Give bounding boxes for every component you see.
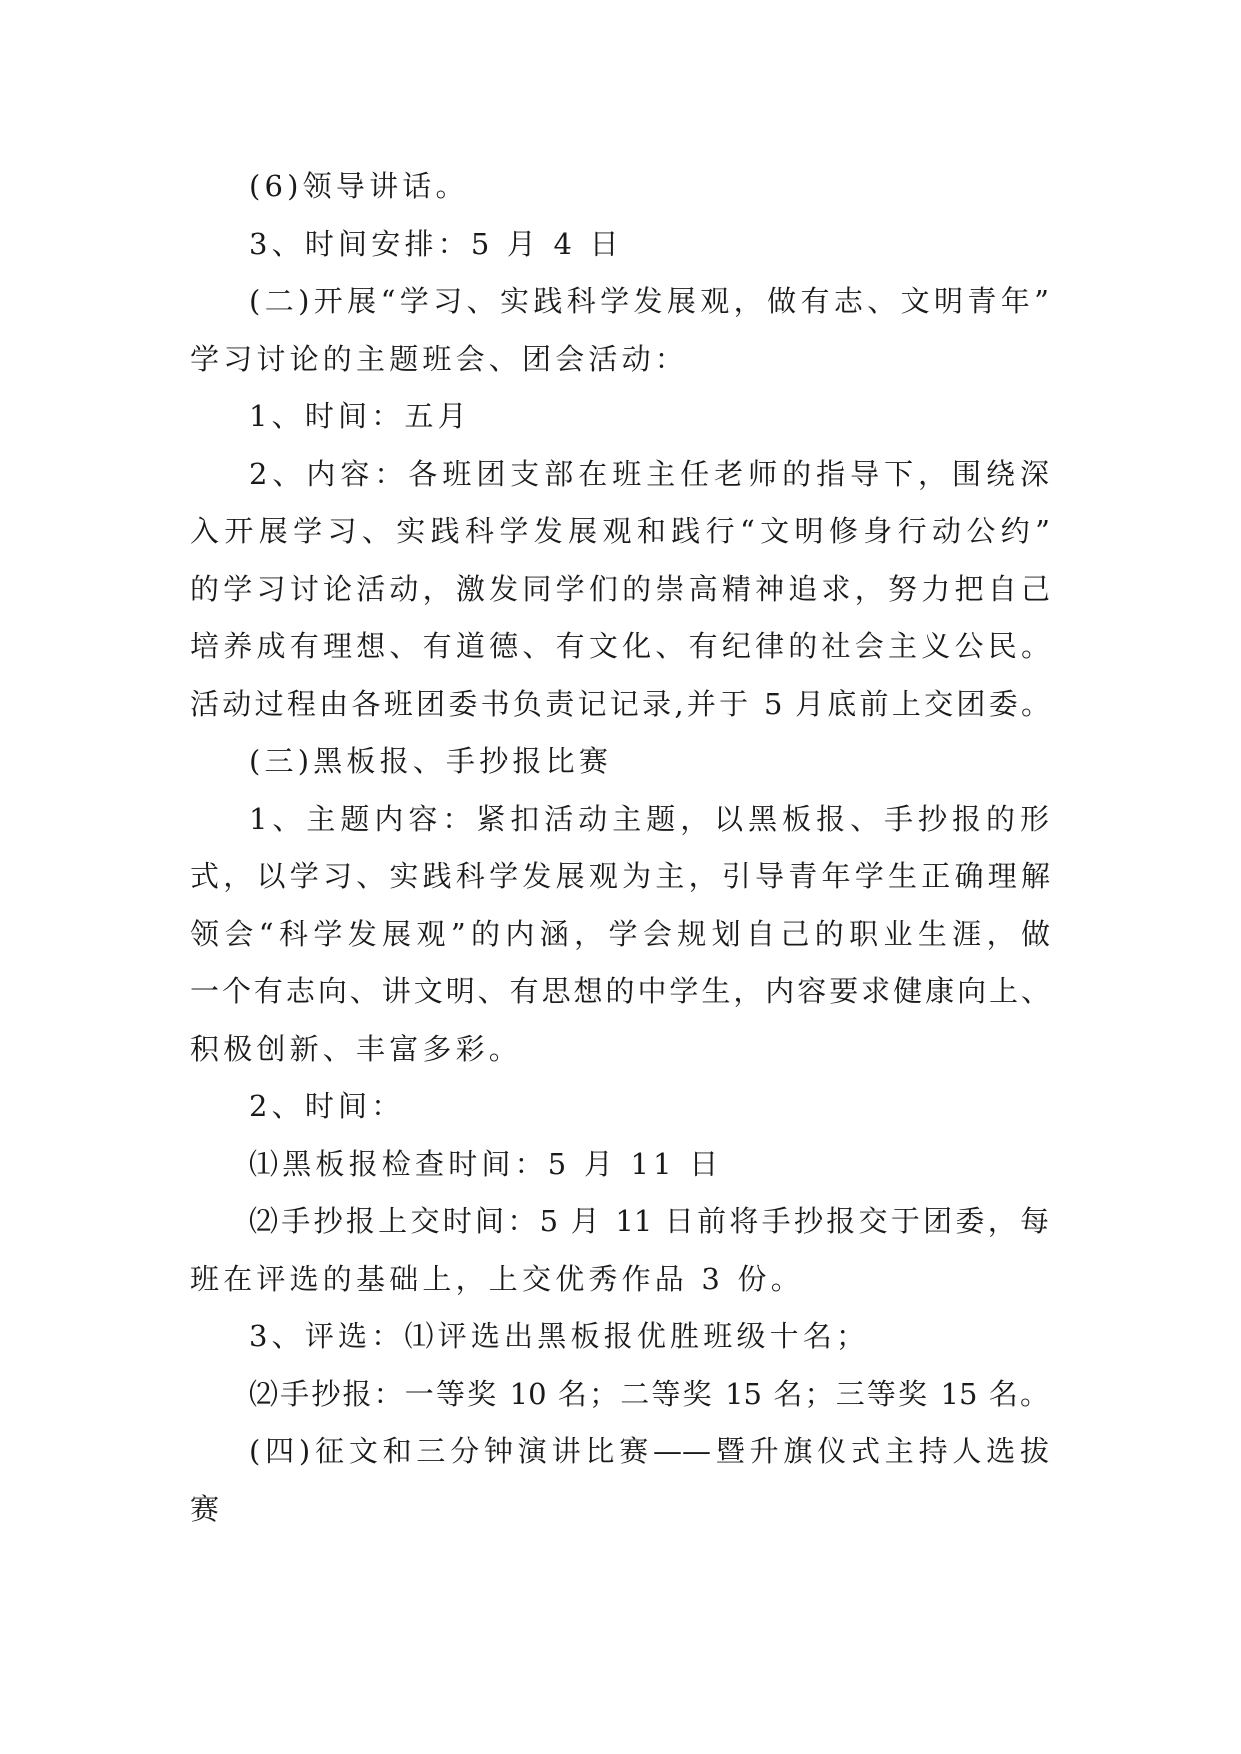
paragraph-line: 赛 (190, 1492, 224, 1526)
paragraph-line: (四)征文和三分钟演讲比赛——暨升旗仪式主持人选拔 (249, 1434, 1049, 1468)
paragraph-line: 1、时间：五月 (249, 399, 471, 433)
paragraph-line: 入开展学习、实践科学发展观和践行“文明修身行动公约” (190, 514, 1050, 548)
paragraph-line: 式，以学习、实践科学发展观为主，引导青年学生正确理解 (190, 859, 1050, 893)
paragraph-line: 学习讨论的主题班会、团会活动： (190, 342, 689, 376)
paragraph-line: ⑵手抄报上交时间：5 月 11 日前将手抄报交于团委，每 (249, 1204, 1049, 1238)
paragraph-line: 2、时间： (249, 1089, 405, 1123)
paragraph-line: 活动过程由各班团委书负责记记录,并于 5 月底前上交团委。 (190, 687, 1050, 721)
paragraph-line: (6)领导讲话。 (249, 169, 469, 203)
paragraph-line: 班在评选的基础上，上交优秀作品 3 份。 (190, 1262, 804, 1296)
paragraph-line: 3、时间安排：5 月 4 日 (249, 227, 623, 261)
paragraph-line: (三)黑板报、手抄报比赛 (249, 744, 613, 778)
paragraph-line: 培养成有理想、有道德、有文化、有纪律的社会主义公民。 (190, 629, 1050, 663)
paragraph-line: 的学习讨论活动，激发同学们的崇高精神追求，努力把自己 (190, 572, 1050, 606)
paragraph-line: ⑵手抄报：一等奖 10 名；二等奖 15 名；三等奖 15 名。 (249, 1377, 1049, 1411)
paragraph-line: (二)开展“学习、实践科学发展观，做有志、文明青年” (249, 284, 1049, 318)
paragraph-line: ⑴黑板报检查时间：5 月 11 日 (249, 1147, 723, 1181)
paragraph-line: 积极创新、丰富多彩。 (190, 1032, 523, 1066)
paragraph-line: 1、主题内容：紧扣活动主题，以黑板报、手抄报的形 (249, 802, 1049, 836)
paragraph-line: 3、评选：⑴评选出黑板报优胜班级十名； (249, 1319, 870, 1353)
paragraph-line: 一个有志向、讲文明、有思想的中学生，内容要求健康向上、 (190, 974, 1050, 1008)
paragraph-line: 2、内容：各班团支部在班主任老师的指导下，围绕深 (249, 457, 1049, 491)
paragraph-line: 领会“科学发展观”的内涵，学会规划自己的职业生涯，做 (190, 917, 1050, 951)
